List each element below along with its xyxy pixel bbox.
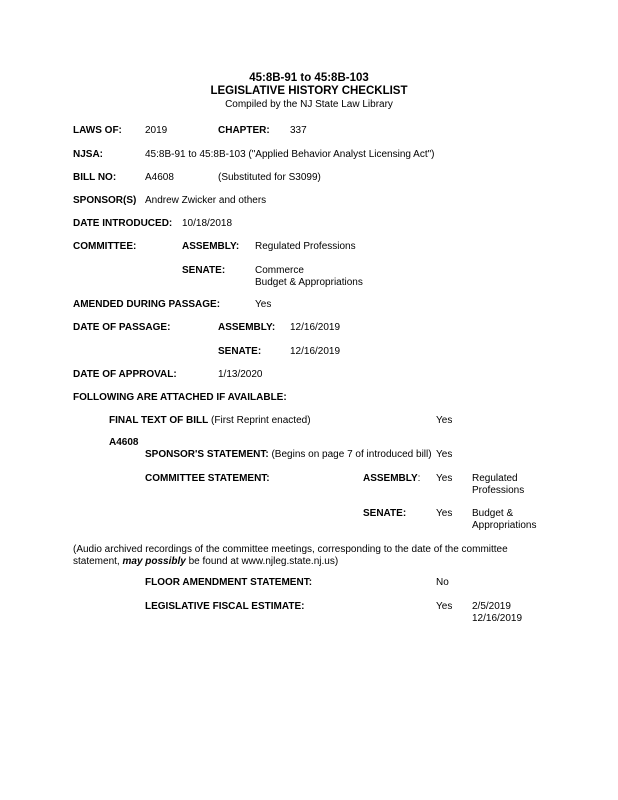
fiscal-estimate-date-2: 12/16/2019 [472, 613, 523, 624]
date-introduced-value: 10/18/2018 [182, 218, 233, 229]
sponsor-statement-value: Yes [436, 449, 453, 460]
fiscal-estimate-label: LEGISLATIVE FISCAL ESTIMATE: [145, 601, 305, 612]
passage-senate-value: 12/16/2019 [290, 346, 341, 357]
committee-statement-senate-value: Yes [436, 508, 453, 519]
final-text-value: Yes [436, 415, 453, 426]
committee-statement-assembly-committee-2: Professions [472, 485, 525, 496]
committee-assembly-label: ASSEMBLY: [182, 241, 240, 252]
following-heading: FOLLOWING ARE ATTACHED IF AVAILABLE: [73, 392, 287, 403]
document-subtitle: LEGISLATIVE HISTORY CHECKLIST [210, 85, 408, 97]
audio-note-line1: (Audio archived recordings of the committee meetings, corresponding to the date of the committee [73, 544, 508, 555]
njsa-label: NJSA: [73, 149, 104, 160]
bill-no-value: A4608 [145, 172, 174, 183]
committee-statement-assembly-value: Yes [436, 473, 453, 484]
njsa-value: 45:8B-91 to 45:8B-103 ("Applied Behavior Analyst Licensing Act") [145, 149, 435, 160]
passage-assembly-value: 12/16/2019 [290, 322, 341, 333]
sponsor-statement-note: (Begins on page 7 of introduced bill) [271, 449, 432, 460]
audio-note-start: statement, [73, 556, 120, 567]
passage-assembly-label: ASSEMBLY: [218, 322, 276, 333]
fiscal-estimate-value: Yes [436, 601, 453, 612]
committee-statement-assembly-colon: : [417, 473, 421, 484]
sponsor-value: Andrew Zwicker and others [145, 195, 267, 206]
committee-statement-senate-label: SENATE: [363, 508, 407, 519]
laws-of-value: 2019 [145, 125, 168, 136]
final-text-label: FINAL TEXT OF BILL [109, 415, 209, 426]
audio-note-line2 [73, 556, 338, 568]
passage-label: DATE OF PASSAGE: [73, 322, 171, 333]
committee-senate-label: SENATE: [182, 265, 226, 276]
sponsor-label: SPONSOR(S) [73, 195, 137, 206]
chapter-value: 337 [290, 125, 307, 136]
bill-no-note: (Substituted for S3099) [218, 172, 321, 183]
audio-note-end: be found at www.njleg.state.nj.us) [188, 556, 339, 567]
amended-label: AMENDED DURING PASSAGE: [73, 299, 221, 310]
approval-value: 1/13/2020 [218, 369, 263, 380]
approval-label: DATE OF APPROVAL: [73, 369, 177, 380]
sponsor-statement-label: SPONSOR'S STATEMENT: [145, 449, 269, 460]
committee-statement-assembly-label: ASSEMBLY [363, 473, 418, 484]
committee-statement-assembly-committee-1: Regulated [472, 473, 518, 484]
committee-statement-label: COMMITTEE STATEMENT: [145, 473, 270, 484]
compiled-by: Compiled by the NJ State Law Library [225, 99, 393, 110]
committee-statement-senate-committee-2: Appropriations [472, 520, 537, 531]
fiscal-estimate-date-1: 2/5/2019 [472, 601, 511, 612]
laws-of-label: LAWS OF: [73, 125, 122, 136]
document-title: 45:8B-91 to 45:8B-103 [249, 72, 369, 84]
committee-assembly-value: Regulated Professions [255, 241, 356, 252]
audio-note-emphasis: may possibly [122, 556, 186, 567]
committee-senate-value-2: Budget & Appropriations [255, 277, 363, 288]
sponsor-statement-row [145, 449, 432, 461]
floor-amendment-value: No [436, 577, 449, 588]
amended-value: Yes [255, 299, 272, 310]
date-introduced-label: DATE INTRODUCED: [73, 218, 173, 229]
final-text-note: (First Reprint enacted) [211, 415, 311, 426]
bill-no-label: BILL NO: [73, 172, 117, 183]
passage-senate-label: SENATE: [218, 346, 262, 357]
committee-statement-senate-committee-1: Budget & [472, 508, 514, 519]
floor-amendment-label: FLOOR AMENDMENT STATEMENT: [145, 577, 313, 588]
committee-statement-assembly [363, 473, 420, 485]
committee-senate-value-1: Commerce [255, 265, 304, 276]
chapter-label: CHAPTER: [218, 125, 270, 136]
final-text-row [109, 415, 311, 427]
committee-label: COMMITTEE: [73, 241, 137, 252]
bill-ref: A4608 [109, 437, 139, 448]
